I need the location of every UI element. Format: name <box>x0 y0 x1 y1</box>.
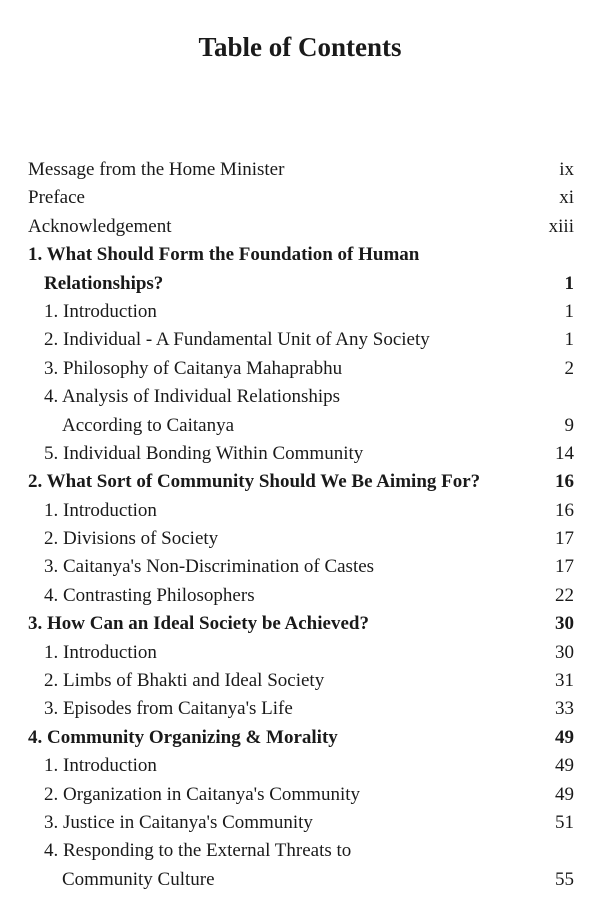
toc-page-number: 49 <box>555 783 574 805</box>
toc-page-number: 1 <box>564 329 574 351</box>
toc-section[interactable] <box>28 553 574 581</box>
toc-entry-front-matter[interactable] <box>28 213 574 241</box>
toc-chapter[interactable] <box>28 468 574 496</box>
toc-page-number: 51 <box>555 811 574 833</box>
toc-page-number: 49 <box>555 755 574 777</box>
toc-section-title: 3. Caitanya's Non-Discrimination of Castes <box>44 556 375 578</box>
toc-section[interactable] <box>28 383 574 411</box>
toc-section-title: 4. Analysis of Individual Relationships <box>44 386 341 408</box>
toc-entry-front-matter[interactable] <box>28 156 574 184</box>
toc-section[interactable] <box>28 781 574 809</box>
toc-page-number: 14 <box>555 442 574 464</box>
toc-section[interactable] <box>28 326 574 354</box>
toc-section-title: 4. Contrasting Philosophers <box>44 584 255 606</box>
toc-section-title: 1. Introduction <box>44 300 157 322</box>
toc-section-title: 2. Limbs of Bhakti and Ideal Society <box>44 670 325 692</box>
toc-entry-front-matter[interactable] <box>28 184 574 212</box>
toc-section-continued[interactable] <box>28 866 574 894</box>
page-title: Table of Contents <box>198 32 402 62</box>
toc-list <box>28 156 574 894</box>
toc-page-number: 9 <box>564 414 574 436</box>
toc-section[interactable] <box>28 298 574 326</box>
toc-chapter-continued[interactable] <box>28 270 574 298</box>
toc-section[interactable] <box>28 752 574 780</box>
toc-page-number: 30 <box>555 613 574 635</box>
toc-section[interactable] <box>28 809 574 837</box>
toc-chapter[interactable] <box>28 241 574 269</box>
toc-section-title: 2. Individual - A Fundamental Unit of Any Society <box>44 329 430 351</box>
toc-page-number: 2 <box>564 357 574 379</box>
toc-section[interactable] <box>28 355 574 383</box>
toc-page-number: 16 <box>555 471 574 493</box>
toc-page-number: 49 <box>555 726 574 748</box>
toc-section[interactable] <box>28 525 574 553</box>
toc-section-title: 2. Organization in Caitanya's Community <box>44 783 361 805</box>
toc-chapter[interactable] <box>28 610 574 638</box>
toc-section-title: 1. Introduction <box>44 499 157 521</box>
toc-page-number: xiii <box>548 215 574 237</box>
toc-section[interactable] <box>28 440 574 468</box>
toc-chapter-title: 4. Community Organizing & Morality <box>28 726 338 748</box>
toc-section-title: 1. Introduction <box>44 641 157 663</box>
toc-section-title: According to Caitanya <box>62 414 235 436</box>
toc-section[interactable] <box>28 837 574 865</box>
toc-chapter-title: 1. What Should Form the Foundation of Human <box>28 244 420 266</box>
toc-chapter-title: Relationships? <box>44 272 164 294</box>
toc-page-number: 17 <box>555 528 574 550</box>
toc-page-number: 22 <box>555 584 574 606</box>
toc-section[interactable] <box>28 639 574 667</box>
toc-page-number: 31 <box>555 670 574 692</box>
toc-section-title: 4. Responding to the External Threats to <box>44 840 352 862</box>
toc-section-title: 5. Individual Bonding Within Community <box>44 442 364 464</box>
toc-section[interactable] <box>28 582 574 610</box>
toc-page-number: 30 <box>555 641 574 663</box>
toc-entry-title: Message from the Home Minister <box>28 159 285 180</box>
toc-page-number: 1 <box>564 300 574 322</box>
toc-page-number: ix <box>559 159 574 180</box>
toc-section[interactable] <box>28 667 574 695</box>
toc-section-title: 1. Introduction <box>44 755 157 777</box>
toc-section-title: 3. Philosophy of Caitanya Mahaprabhu <box>44 357 343 379</box>
toc-section-title: 3. Justice in Caitanya's Community <box>44 811 313 833</box>
toc-page-number: 16 <box>555 499 574 521</box>
toc-page-number: 17 <box>555 556 574 578</box>
toc-chapter-title: 3. How Can an Ideal Society be Achieved? <box>28 613 369 635</box>
toc-section-title: 3. Episodes from Caitanya's Life <box>44 698 293 720</box>
toc-chapter-title: 2. What Sort of Community Should We Be Aiming For? <box>28 471 481 493</box>
toc-section-title: 2. Divisions of Society <box>44 528 219 550</box>
toc-page-number: 1 <box>564 272 574 294</box>
toc-entry-title: Acknowledgement <box>28 215 172 237</box>
toc-section[interactable] <box>28 695 574 723</box>
toc-section[interactable] <box>28 497 574 525</box>
toc-section-title: Community Culture <box>62 868 215 890</box>
toc-entry-title: Preface <box>28 187 85 209</box>
toc-page-number: 55 <box>555 868 574 890</box>
toc-page-number: xi <box>559 187 574 209</box>
toc-section-continued[interactable] <box>28 412 574 440</box>
toc-chapter[interactable] <box>28 724 574 752</box>
toc-page-number: 33 <box>555 698 574 720</box>
